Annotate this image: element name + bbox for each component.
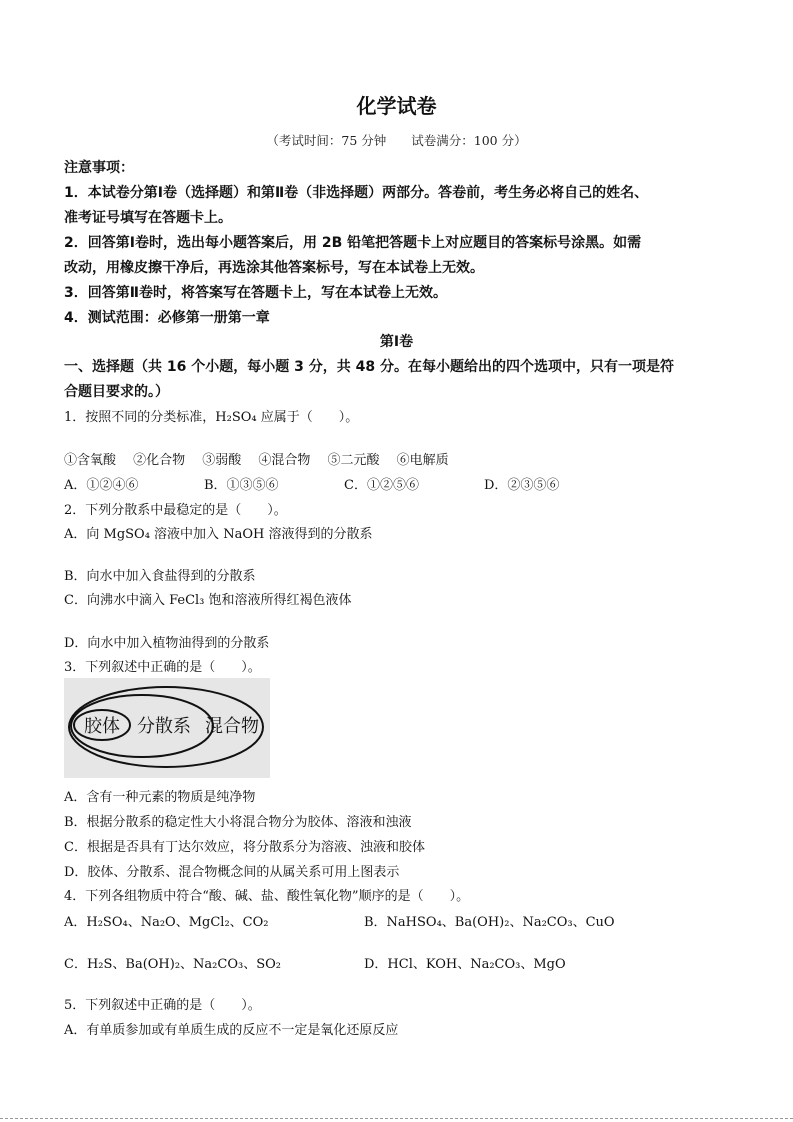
q3-option-c: C．根据是否具有丁达尔效应，将分散系分为溶液、浊液和胶体 [64, 840, 425, 855]
notice-line-3: 3．回答第Ⅱ卷时，将答案写在答题卡上，写在本试卷上无效。 [64, 285, 447, 301]
colloid-label: 胶体 [84, 716, 120, 737]
notice-line-4: 4．测试范围：必修第一册第一章 [64, 310, 270, 326]
q3-stem: 3．下列叙述中正确的是（ ）。 [64, 660, 261, 675]
q2-option-c: C．向沸水中滴入 FeCl₃ 饱和溶液所得红褐色液体 [64, 593, 352, 608]
q3-option-b: B．根据分散系的稳定性大小将混合物分为胶体、溶液和浊液 [64, 815, 412, 830]
q3-option-d: D．胶体、分散系、混合物概念间的从属关系可用上图表示 [64, 865, 400, 880]
notice-line-1: 1．本试卷分第Ⅰ卷（选择题）和第Ⅱ卷（非选择题）两部分。答卷前，考生务必将自己的姓名、 [64, 185, 649, 201]
q4-option-b: B．NaHSO₄、Ba(OH)₂、Na₂CO₃、CuO [364, 915, 615, 930]
q2-option-b: B．向水中加入食盐得到的分散系 [64, 569, 256, 584]
q5-option-a: A．有单质参加或有单质生成的反应不一定是氧化还原反应 [64, 1023, 399, 1038]
section-label: 第Ⅰ卷 [379, 334, 414, 350]
q4-stem: 4．下列各组物质中符合“酸、碱、盐、酸性氧化物”顺序的是（ ）。 [64, 889, 470, 904]
q4-option-c: C．H₂S、Ba(OH)₂、Na₂CO₃、SO₂ [64, 957, 281, 972]
q1-option-c: C．①②⑤⑥ [344, 478, 419, 493]
q4-option-a: A．H₂SO₄、Na₂O、MgCl₂、CO₂ [64, 915, 269, 930]
section-heading: 一、选择题（共 16 个小题，每小题 3 分，共 48 分。在每小题给出的四个选项中，只有一项是符 [64, 359, 674, 375]
q2-option-a: A．向 MgSO₄ 溶液中加入 NaOH 溶液得到的分散系 [64, 527, 373, 542]
q2-stem: 2．下列分散系中最稳定的是（ ）。 [64, 503, 287, 518]
q3-option-a: A．含有一种元素的物质是纯净物 [64, 790, 256, 805]
q4-option-d: D．HCl、KOH、Na₂CO₃、MgO [364, 957, 566, 972]
notice-line-2b: 改动，用橡皮擦干净后，再选涂其他答案标号，写在本试卷上无效。 [64, 260, 484, 276]
q1-option-b: B．①③⑤⑥ [204, 478, 279, 493]
section-heading-cont: 合题目要求的。） [64, 384, 169, 400]
nested-ellipse-diagram [64, 678, 270, 778]
page-title: 化学试卷 [356, 94, 437, 118]
notice-line-2: 2．回答第Ⅰ卷时，选出每小题答案后，用 2B 铅笔把答题卡上对应题目的答案标号涂黑。如需 [64, 235, 642, 251]
page-bottom-divider [0, 1118, 793, 1119]
q5-stem: 5．下列叙述中正确的是（ ）。 [64, 998, 261, 1013]
q2-option-d: D．向水中加入植物油得到的分散系 [64, 636, 270, 651]
mixture-label: 混合物 [205, 716, 259, 737]
q1-stem: 1．按照不同的分类标准，H₂SO₄ 应属于（ ）。 [64, 410, 359, 425]
exam-info: （考试时间：75 分钟 试卷满分：100 分） [266, 133, 527, 148]
dispersion-label: 分散系 [137, 716, 191, 737]
q1-option-a: A．①②④⑥ [64, 478, 139, 493]
notice-heading: 注意事项： [64, 160, 134, 176]
q1-option-d: D．②③⑤⑥ [484, 478, 560, 493]
notice-line-1b: 准考证号填写在答题卡上。 [64, 210, 232, 226]
q1-items: ①含氧酸 ②化合物 ③弱酸 ④混合物 ⑤二元酸 ⑥电解质 [64, 453, 449, 468]
